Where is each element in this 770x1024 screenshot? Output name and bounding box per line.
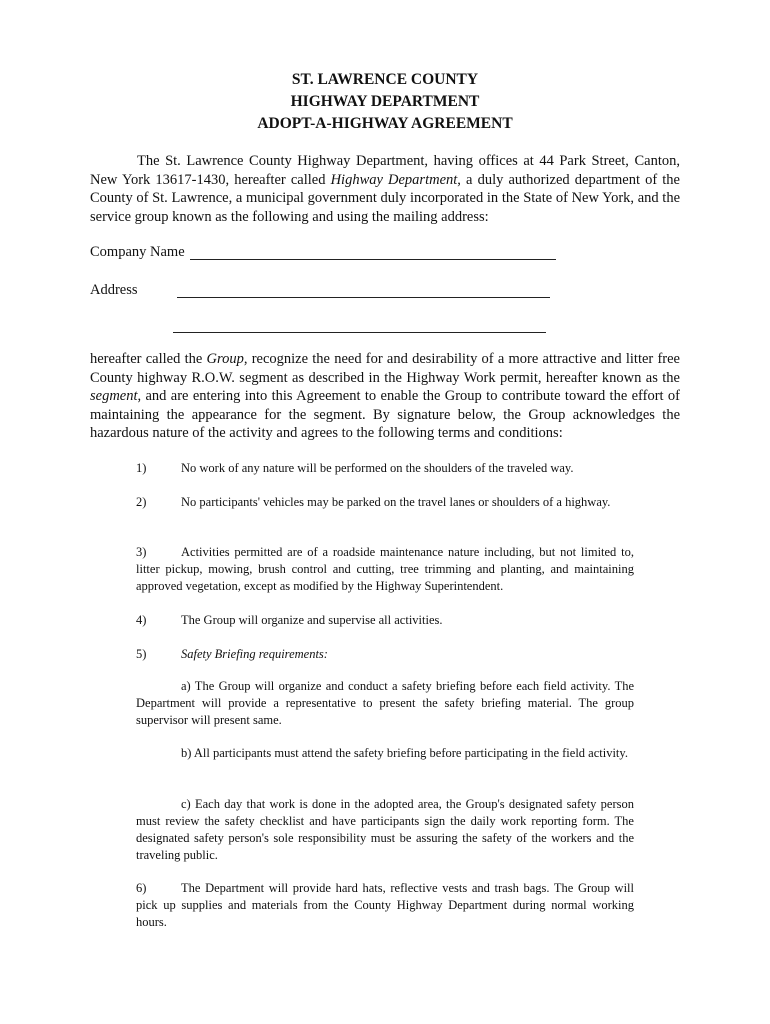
- group-text-a: hereafter called the: [90, 351, 207, 367]
- term-item-5: [136, 646, 634, 663]
- company-name-row: [0, 243, 770, 263]
- term-number: 6): [136, 881, 147, 895]
- term-item-6: [136, 880, 634, 931]
- term-number: 2): [136, 495, 147, 509]
- term-number: 5): [136, 647, 147, 661]
- term-subitem-b: b) All participants must attend the safety briefing before participating in the field activity.: [181, 746, 628, 760]
- term-item-4: [136, 612, 634, 629]
- term-text: The Department will provide hard hats, reflective vests and trash bags. The Group will pick up supplies and materials from the County Highway Department during normal working hours.: [136, 881, 634, 929]
- address-blank-line1[interactable]: [177, 283, 550, 298]
- address-blank-line2[interactable]: [173, 318, 546, 333]
- intro-text-a: The St. Lawrence County Highway Department, having offices at 44 Park Street, Canton, New York 13617-1430, hereafter called: [90, 153, 680, 188]
- term-item-1: [136, 460, 634, 477]
- terms-list: [136, 460, 634, 940]
- term-item-2: [136, 494, 634, 511]
- group-text-b: , recognize the need for and desirability of a more attractive and litter free County highway R.O.W. segment as described in the Highway Work permit, hereafter known as the: [90, 351, 680, 386]
- group-paragraph: [90, 350, 680, 443]
- term-subitem-a: a) The Group will organize and conduct a safety briefing before each field activity. The Department will provide a representative to present the safety briefing material. The group supervisor will present same.: [136, 679, 634, 727]
- company-name-label: Company Name: [90, 244, 185, 260]
- term-subitem-c: c) Each day that work is done in the adopted area, the Group's designated safety person must review the safety checklist and have participants sign the daily work reporting form. The designated safety person's sole responsibility must be assuring the safety of the workers and the traveling public.: [136, 797, 634, 862]
- address-row: [0, 281, 770, 301]
- title-department: HIGHWAY DEPARTMENT: [290, 93, 480, 110]
- intro-emphasis: Highway Department: [330, 171, 458, 188]
- term-text: The Group will organize and supervise all activities.: [181, 613, 443, 627]
- term-number: 4): [136, 613, 147, 627]
- term-text: No work of any nature will be performed on the shoulders of the traveled way.: [181, 461, 574, 475]
- company-name-blank[interactable]: [190, 245, 556, 260]
- term-text: Safety Briefing requirements:: [181, 647, 328, 661]
- title-county: ST. LAWRENCE COUNTY: [291, 71, 479, 88]
- term-number: 1): [136, 461, 147, 475]
- group-emphasis: Group: [206, 351, 244, 367]
- address-label: Address: [90, 282, 138, 298]
- intro-paragraph: [90, 152, 680, 226]
- title-agreement: ADOPT-A-HIGHWAY AGREEMENT: [257, 115, 513, 132]
- term-text: Activities permitted are of a roadside maintenance nature including, but not limited to, litter pickup, mowing, brush control and cutting, tree trimming and planting, and maintaining approved vegetation, except as modified by the Highway Superintendent.: [136, 545, 634, 593]
- term-text: No participants' vehicles may be parked on the travel lanes or shoulders of a highway.: [181, 495, 611, 509]
- intro-text-b: , a duly authorized department of the County of St. Lawrence, a municipal government duly incorporated in the State of New York, and the service group known as the following and using the mailing address:: [90, 171, 680, 225]
- group-text-c: , and are entering into this Agreement to enable the Group to contribute toward the effort of maintaining the appearance for the segment. By signature below, the Group acknowledges the hazardous nature of the activity and agrees to the following terms and conditions:: [90, 388, 680, 441]
- segment-emphasis: segment: [90, 388, 138, 404]
- term-item-3: [136, 544, 634, 595]
- term-number: 3): [136, 545, 147, 559]
